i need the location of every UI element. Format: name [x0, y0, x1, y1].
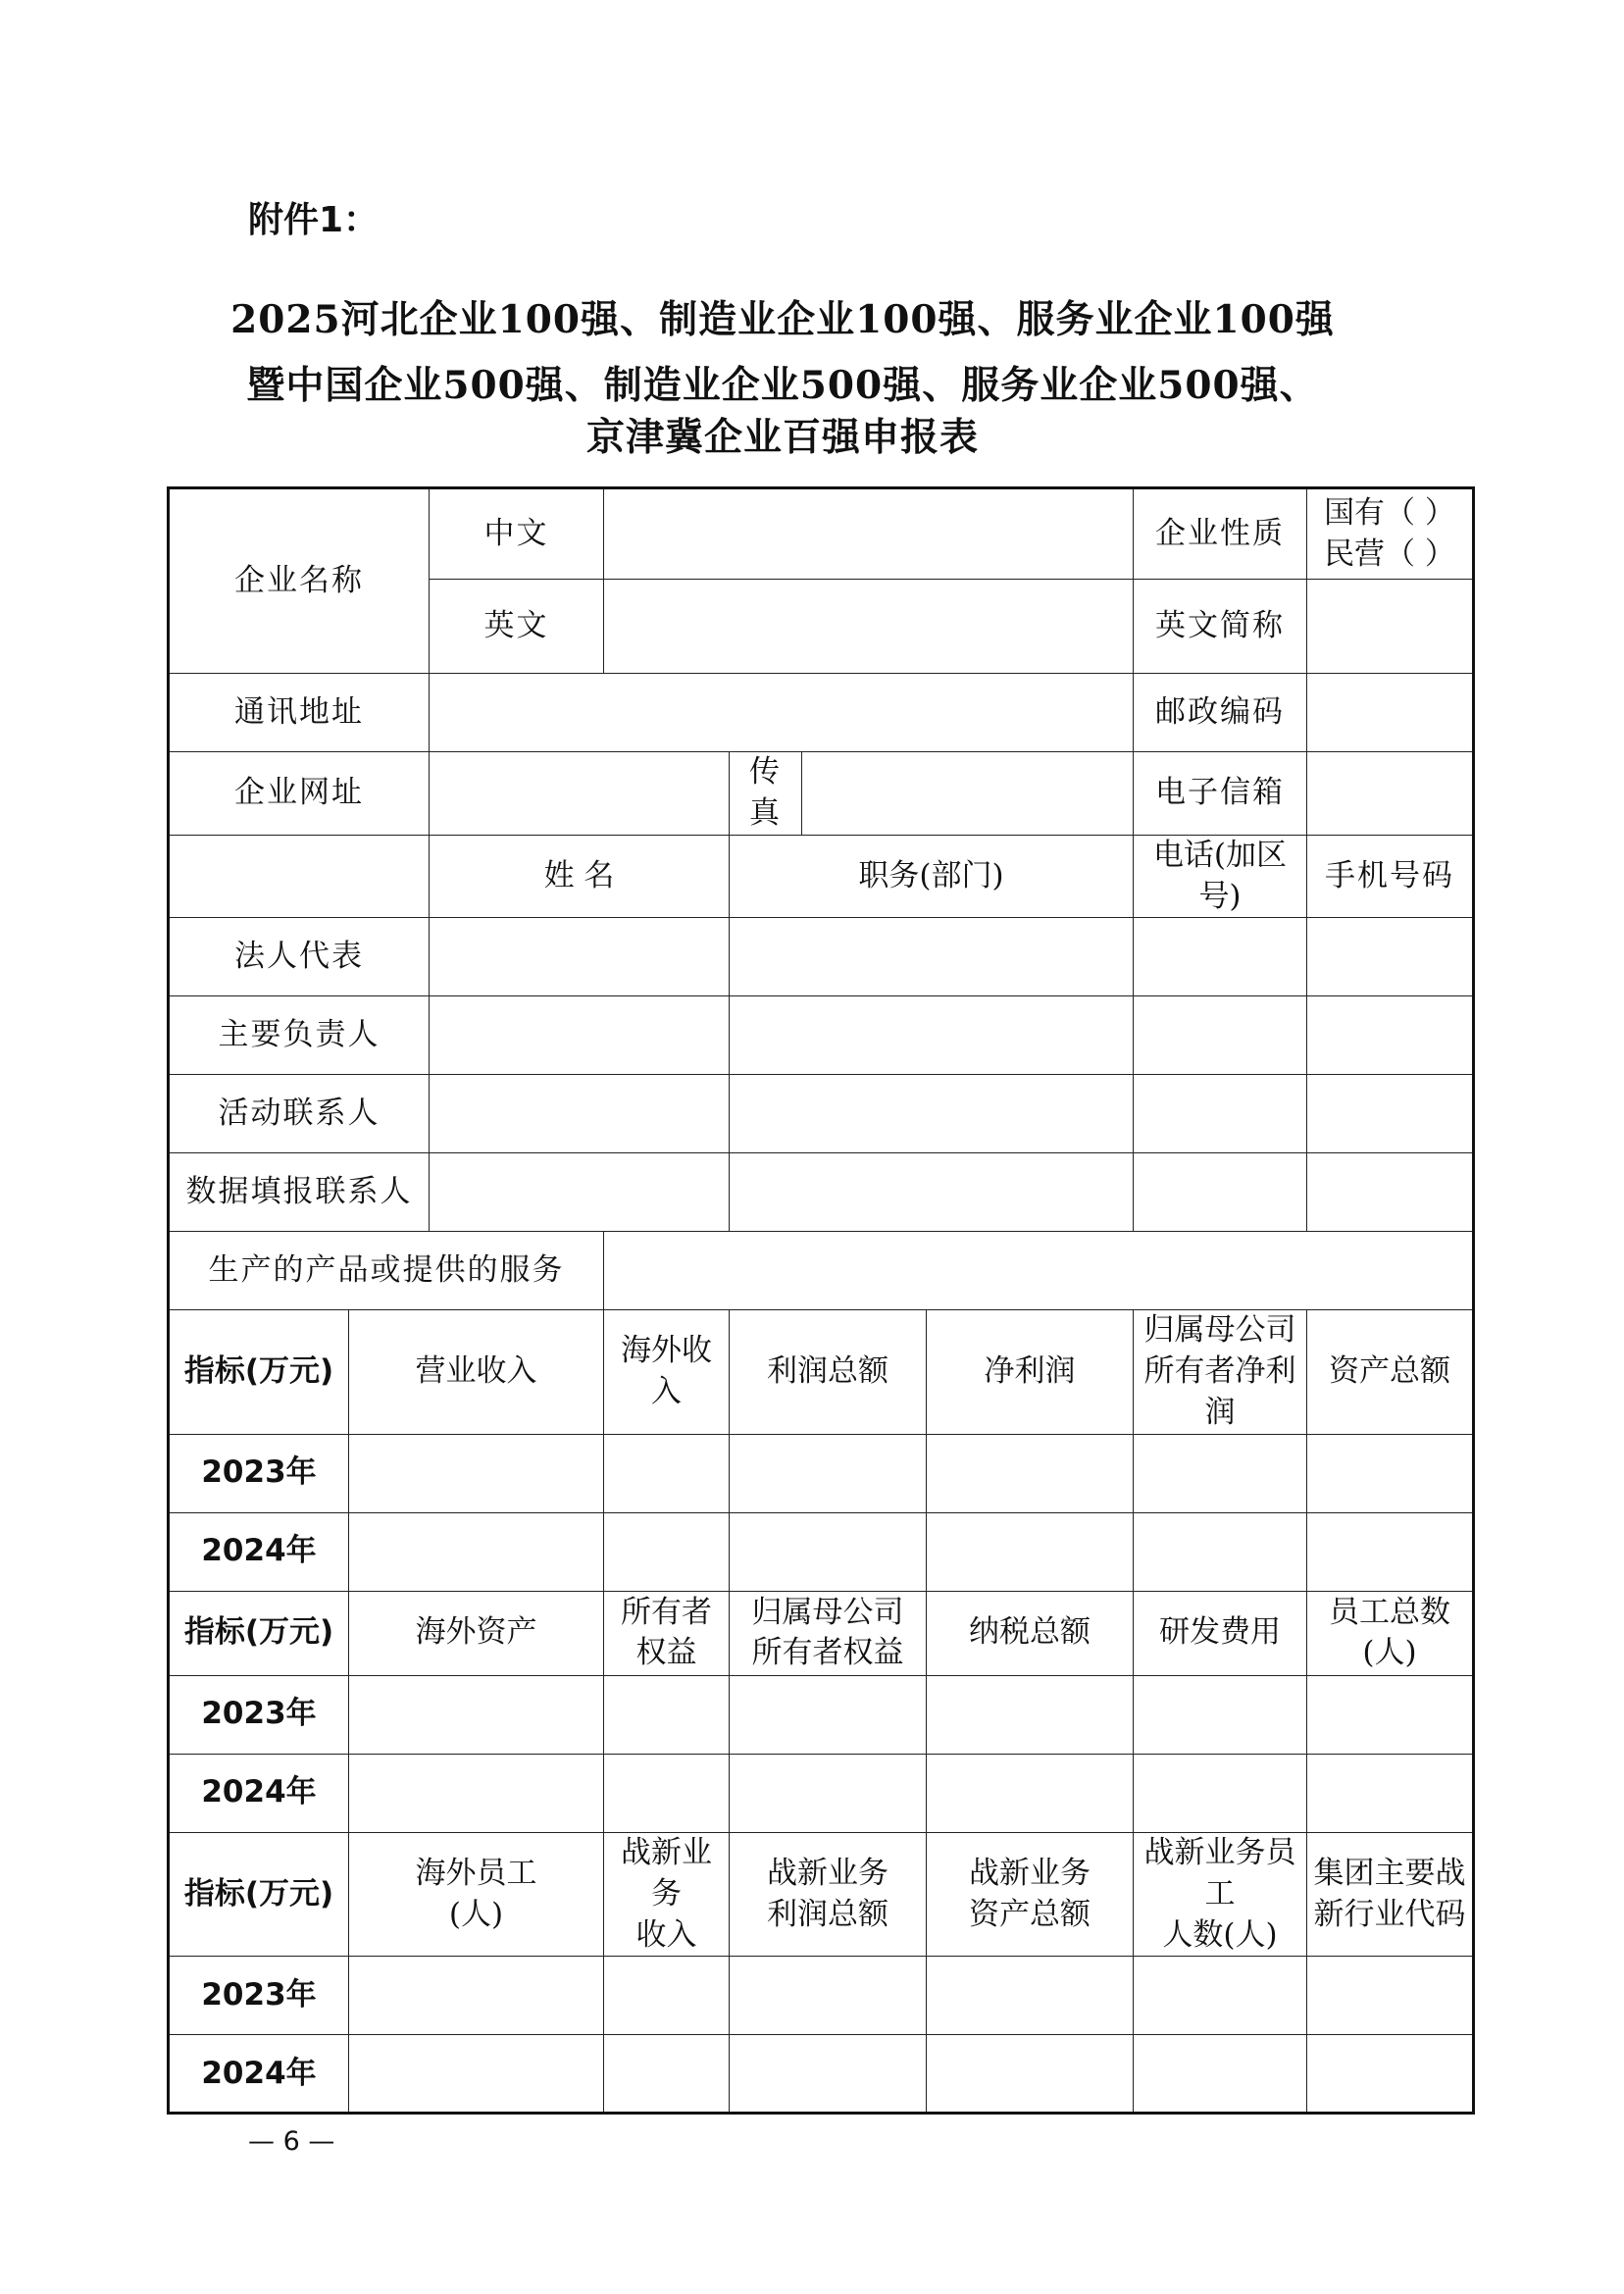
- indicator-value-cell[interactable]: [604, 1512, 730, 1591]
- indicator-header: 海外员工 (人): [349, 1832, 604, 1957]
- indicator-value-cell[interactable]: [1307, 1675, 1474, 1754]
- indicator-label: 指标(万元): [169, 1310, 349, 1435]
- contact-legal-rep-label: 法人代表: [169, 918, 430, 996]
- contact-event-label: 活动联系人: [169, 1075, 430, 1153]
- form-title-line-1: 2025河北企业100强、制造业企业100强、服务业企业100强: [230, 297, 1335, 342]
- indicator-value-cell[interactable]: [927, 1675, 1134, 1754]
- indicator-value-cell[interactable]: [1307, 2035, 1474, 2114]
- chinese-label: 中文: [430, 488, 604, 580]
- english-name-field[interactable]: [604, 580, 1134, 674]
- indicator-value-cell[interactable]: [1134, 2035, 1307, 2114]
- indicator-value-cell[interactable]: [604, 1434, 730, 1512]
- indicator-label: 指标(万元): [169, 1832, 349, 1957]
- website-field[interactable]: [430, 752, 730, 836]
- contact-name-field[interactable]: [430, 918, 730, 996]
- indicator-header: 所有者权益: [604, 1591, 730, 1675]
- contact-header-phone: 电话(加区号): [1134, 835, 1307, 918]
- contact-mobile-field[interactable]: [1307, 1075, 1474, 1153]
- indicator-header: 集团主要战 新行业代码: [1307, 1832, 1474, 1957]
- indicator-value-cell[interactable]: [927, 1434, 1134, 1512]
- indicator-value-cell[interactable]: [604, 2035, 730, 2114]
- year-label: 2024年: [169, 1512, 349, 1591]
- form-title-line-2: 暨中国企业500强、制造业企业500强、服务业企业500强、: [246, 363, 1319, 408]
- indicator-value-cell[interactable]: [604, 1675, 730, 1754]
- indicator-value-cell[interactable]: [1134, 1512, 1307, 1591]
- fax-field[interactable]: [802, 752, 1134, 836]
- year-label: 2024年: [169, 2035, 349, 2114]
- products-field[interactable]: [604, 1232, 1474, 1310]
- indicator-header: 归属母公司 所有者权益: [730, 1591, 927, 1675]
- nature-options[interactable]: [1307, 488, 1474, 580]
- indicator-value-cell[interactable]: [349, 1512, 604, 1591]
- indicator-header: 资产总额: [1307, 1310, 1474, 1435]
- indicator-header: 战新业务 收入: [604, 1832, 730, 1957]
- indicator-value-cell[interactable]: [927, 1957, 1134, 2035]
- contact-phone-field[interactable]: [1134, 1075, 1307, 1153]
- nature-label: 企业性质: [1134, 488, 1307, 580]
- contact-mobile-field[interactable]: [1307, 918, 1474, 996]
- english-abbr-label: 英文简称: [1134, 580, 1307, 674]
- indicator-value-cell[interactable]: [730, 1512, 927, 1591]
- contact-position-field[interactable]: [730, 996, 1134, 1075]
- indicator-value-cell[interactable]: [1134, 1754, 1307, 1832]
- year-label: 2023年: [169, 1675, 349, 1754]
- indicator-label: 指标(万元): [169, 1591, 349, 1675]
- indicator-value-cell[interactable]: [730, 1675, 927, 1754]
- indicator-value-cell[interactable]: [1134, 1957, 1307, 2035]
- postcode-label: 邮政编码: [1134, 674, 1307, 752]
- english-abbr-field[interactable]: [1307, 580, 1474, 674]
- contact-phone-field[interactable]: [1134, 996, 1307, 1075]
- indicator-header: 利润总额: [730, 1310, 927, 1435]
- indicator-header: 净利润: [927, 1310, 1134, 1435]
- indicator-value-cell[interactable]: [927, 2035, 1134, 2114]
- english-label: 英文: [430, 580, 604, 674]
- indicator-header: 研发费用: [1134, 1591, 1307, 1675]
- contact-name-field[interactable]: [430, 1075, 730, 1153]
- indicator-header: 员工总数 (人): [1307, 1591, 1474, 1675]
- company-name-label: 企业名称: [169, 488, 430, 674]
- contact-position-field[interactable]: [730, 1075, 1134, 1153]
- contact-corner-cell: [169, 835, 430, 918]
- contact-mobile-field[interactable]: [1307, 1153, 1474, 1232]
- indicator-value-cell[interactable]: [349, 1675, 604, 1754]
- contact-position-field[interactable]: [730, 1153, 1134, 1232]
- contact-header-position: 职务(部门): [730, 835, 1134, 918]
- indicator-header: 战新业务 利润总额: [730, 1832, 927, 1957]
- postcode-field[interactable]: [1307, 674, 1474, 752]
- year-label: 2024年: [169, 1754, 349, 1832]
- indicator-header: 归属母公司 所有者净利润: [1134, 1310, 1307, 1435]
- indicator-value-cell[interactable]: [1307, 1512, 1474, 1591]
- page-number: — 6 —: [248, 2126, 335, 2157]
- contact-header-name: 姓 名: [430, 835, 730, 918]
- indicator-value-cell[interactable]: [1134, 1675, 1307, 1754]
- contact-data-filer-label: 数据填报联系人: [169, 1153, 430, 1232]
- indicator-header: 战新业务员工 人数(人): [1134, 1832, 1307, 1957]
- indicator-value-cell[interactable]: [349, 1957, 604, 2035]
- indicator-value-cell[interactable]: [730, 1754, 927, 1832]
- contact-header-mobile: 手机号码: [1307, 835, 1474, 918]
- indicator-header: 营业收入: [349, 1310, 604, 1435]
- indicator-value-cell[interactable]: [927, 1512, 1134, 1591]
- contact-phone-field[interactable]: [1134, 1153, 1307, 1232]
- contact-phone-field[interactable]: [1134, 918, 1307, 996]
- email-label: 电子信箱: [1134, 752, 1307, 836]
- indicator-value-cell[interactable]: [349, 1434, 604, 1512]
- indicator-header: 海外资产: [349, 1591, 604, 1675]
- indicator-value-cell[interactable]: [349, 1754, 604, 1832]
- indicator-value-cell[interactable]: [1307, 1754, 1474, 1832]
- indicator-header: 纳税总额: [927, 1591, 1134, 1675]
- contact-name-field[interactable]: [430, 996, 730, 1075]
- indicator-value-cell[interactable]: [349, 2035, 604, 2114]
- indicator-value-cell[interactable]: [730, 1434, 927, 1512]
- year-label: 2023年: [169, 1434, 349, 1512]
- email-field[interactable]: [1307, 752, 1474, 836]
- indicator-header: 战新业务 资产总额: [927, 1832, 1134, 1957]
- private-option[interactable]: 民营（ ）: [1324, 535, 1455, 572]
- indicator-header: 海外收入: [604, 1310, 730, 1435]
- indicator-value-cell[interactable]: [1307, 1957, 1474, 2035]
- chinese-name-field[interactable]: [604, 488, 1134, 580]
- contact-mobile-field[interactable]: [1307, 996, 1474, 1075]
- fax-label: 传 真: [730, 752, 802, 836]
- indicator-value-cell[interactable]: [730, 1957, 927, 2035]
- products-label: 生产的产品或提供的服务: [169, 1232, 604, 1310]
- contact-principal-label: 主要负责人: [169, 996, 430, 1075]
- year-label: 2023年: [169, 1957, 349, 2035]
- indicator-value-cell[interactable]: [1307, 1434, 1474, 1512]
- indicator-value-cell[interactable]: [604, 1957, 730, 2035]
- contact-name-field[interactable]: [430, 1153, 730, 1232]
- indicator-value-cell[interactable]: [1134, 1434, 1307, 1512]
- indicator-value-cell[interactable]: [730, 2035, 927, 2114]
- contact-position-field[interactable]: [730, 918, 1134, 996]
- form-title-line-3: 京津冀企业百强申报表: [585, 415, 979, 460]
- indicator-value-cell[interactable]: [927, 1754, 1134, 1832]
- state-owned-option[interactable]: 国有（ ）: [1324, 494, 1455, 531]
- address-label: 通讯地址: [169, 674, 430, 752]
- application-form-table: [167, 486, 1475, 2115]
- website-label: 企业网址: [169, 752, 430, 836]
- attachment-label: 附件1：: [248, 200, 380, 240]
- address-field[interactable]: [430, 674, 1134, 752]
- indicator-value-cell[interactable]: [604, 1754, 730, 1832]
